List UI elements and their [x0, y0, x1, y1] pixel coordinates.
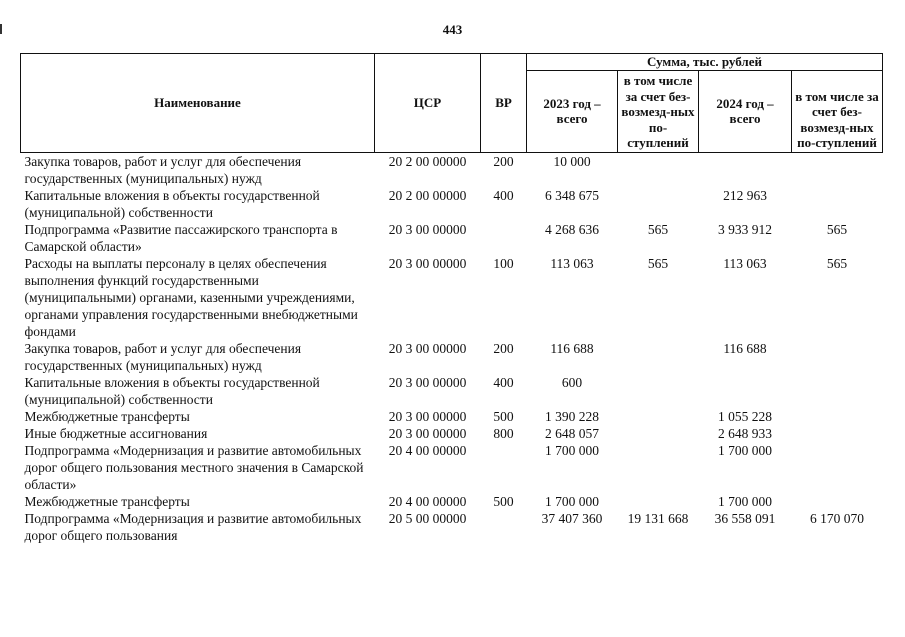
row-name: Межбюджетные трансферты [24, 493, 190, 509]
row-name: Подпрограмма «Модернизация и развитие автомобильных дорог общего пользования [24, 510, 362, 543]
row-name: Подпрограмма «Модернизация и развитие автомобильных дорог общего пользования местного значения в Самарской области» [24, 442, 364, 492]
row-total-2024: 3 933 912 [718, 221, 772, 237]
row-vr: 500 [493, 493, 514, 509]
row-total-2024: 2 648 933 [718, 425, 772, 441]
row-free-2023 [618, 152, 699, 187]
row-vr: 400 [493, 374, 514, 390]
row-vr [481, 510, 527, 544]
row-free-2023 [618, 408, 699, 425]
row-free-2023: 565 [647, 255, 669, 271]
row-total-2024 [699, 374, 792, 408]
header-sum-group: Сумма, тыс. рублей [527, 54, 883, 71]
row-free-2024 [792, 152, 883, 187]
header-total-2024: 2024 год – всего [699, 71, 792, 153]
row-vr: 800 [493, 425, 514, 441]
row-csr: 20 2 00 00000 [388, 187, 467, 203]
table-row [21, 408, 883, 425]
row-total-2024: 212 963 [723, 187, 767, 203]
row-csr: 20 3 00 00000 [388, 425, 467, 441]
row-total-2023: 600 [561, 374, 583, 390]
table-row [21, 152, 883, 187]
row-total-2023: 6 348 675 [545, 187, 599, 203]
row-free-2024 [792, 442, 883, 493]
row-csr: 20 4 00 00000 [388, 493, 467, 509]
row-csr: 20 3 00 00000 [388, 255, 467, 271]
row-total-2024: 1 700 000 [718, 493, 772, 509]
row-free-2023 [618, 425, 699, 442]
header-free-2023: в том числе за счет без-возмезд-ных по-ступлений [618, 71, 699, 153]
row-free-2024 [792, 425, 883, 442]
row-free-2023 [618, 493, 699, 510]
row-free-2024 [792, 493, 883, 510]
table-row [21, 425, 883, 442]
row-free-2023: 565 [647, 221, 669, 237]
row-total-2023: 116 688 [550, 340, 594, 356]
row-total-2023: 4 268 636 [545, 221, 599, 237]
row-name: Расходы на выплаты персоналу в целях обеспечения выполнения функций государственными (муниципальными) органами, казенными учреждениями, органами управления государственными внебюджетными фондами [24, 255, 358, 339]
row-free-2023: 19 131 668 [627, 510, 689, 526]
table-row [21, 187, 883, 221]
row-vr: 400 [493, 187, 514, 203]
row-csr: 20 5 00 00000 [388, 510, 467, 526]
row-name: Капитальные вложения в объекты государственной (муниципальной) собственности [24, 187, 320, 220]
row-csr: 20 3 00 00000 [388, 340, 467, 356]
row-free-2024 [792, 187, 883, 221]
row-csr: 20 2 00 00000 [388, 153, 467, 169]
table-header [21, 54, 883, 153]
row-csr: 20 4 00 00000 [388, 442, 467, 458]
row-name: Закупка товаров, работ и услуг для обеспечения государственных (муниципальных) нужд [24, 340, 302, 373]
row-vr [481, 221, 527, 255]
row-total-2023: 37 407 360 [541, 510, 603, 526]
row-name: Закупка товаров, работ и услуг для обеспечения государственных (муниципальных) нужд [24, 153, 302, 186]
row-name: Межбюджетные трансферты [24, 408, 190, 424]
table-row [21, 374, 883, 408]
row-total-2023: 1 700 000 [545, 442, 599, 458]
header-name: Наименование [21, 54, 375, 153]
header-total-2023: 2023 год – всего [527, 71, 618, 153]
header-csr: ЦСР [375, 54, 481, 153]
row-vr [481, 442, 527, 493]
row-total-2024: 1 700 000 [718, 442, 772, 458]
row-total-2023: 2 648 057 [545, 425, 599, 441]
row-vr: 200 [493, 153, 514, 169]
table-row [21, 340, 883, 374]
row-free-2024 [792, 408, 883, 425]
table-body [21, 152, 883, 544]
row-name: Капитальные вложения в объекты государственной (муниципальной) собственности [24, 374, 320, 407]
table-row [21, 510, 883, 544]
row-total-2024: 1 055 228 [718, 408, 772, 424]
row-free-2024: 565 [826, 221, 848, 237]
budget-table [20, 53, 883, 544]
table-row [21, 255, 883, 340]
row-free-2023 [618, 187, 699, 221]
row-free-2024 [792, 374, 883, 408]
row-csr: 20 3 00 00000 [388, 374, 467, 390]
row-name: Подпрограмма «Развитие пассажирского транспорта в Самарской области» [24, 221, 338, 254]
row-vr: 500 [493, 408, 514, 424]
row-total-2024: 116 688 [723, 340, 767, 356]
row-total-2023: 113 063 [550, 255, 594, 271]
row-csr: 20 3 00 00000 [388, 221, 467, 237]
row-total-2023: 1 390 228 [545, 408, 599, 424]
header-vr: ВР [481, 54, 527, 153]
row-total-2023: 1 700 000 [545, 493, 599, 509]
row-free-2024: 565 [826, 255, 848, 271]
row-free-2023 [618, 374, 699, 408]
row-total-2024: 36 558 091 [714, 510, 776, 526]
row-free-2024: 6 170 070 [810, 510, 864, 526]
row-vr: 100 [493, 255, 514, 271]
row-free-2024 [792, 340, 883, 374]
row-total-2024: 113 063 [723, 255, 767, 271]
header-free-2024: в том числе за счет без-возмезд-ных по-ступлений [792, 71, 883, 153]
row-total-2024 [699, 152, 792, 187]
page-number: 443 [442, 22, 463, 37]
row-csr: 20 3 00 00000 [388, 408, 467, 424]
table-row [21, 221, 883, 255]
table-row [21, 493, 883, 510]
row-vr: 200 [493, 340, 514, 356]
row-free-2023 [618, 442, 699, 493]
table-row [21, 442, 883, 493]
row-total-2023: 10 000 [553, 153, 591, 169]
row-name: Иные бюджетные ассигнования [24, 425, 208, 441]
row-free-2023 [618, 340, 699, 374]
